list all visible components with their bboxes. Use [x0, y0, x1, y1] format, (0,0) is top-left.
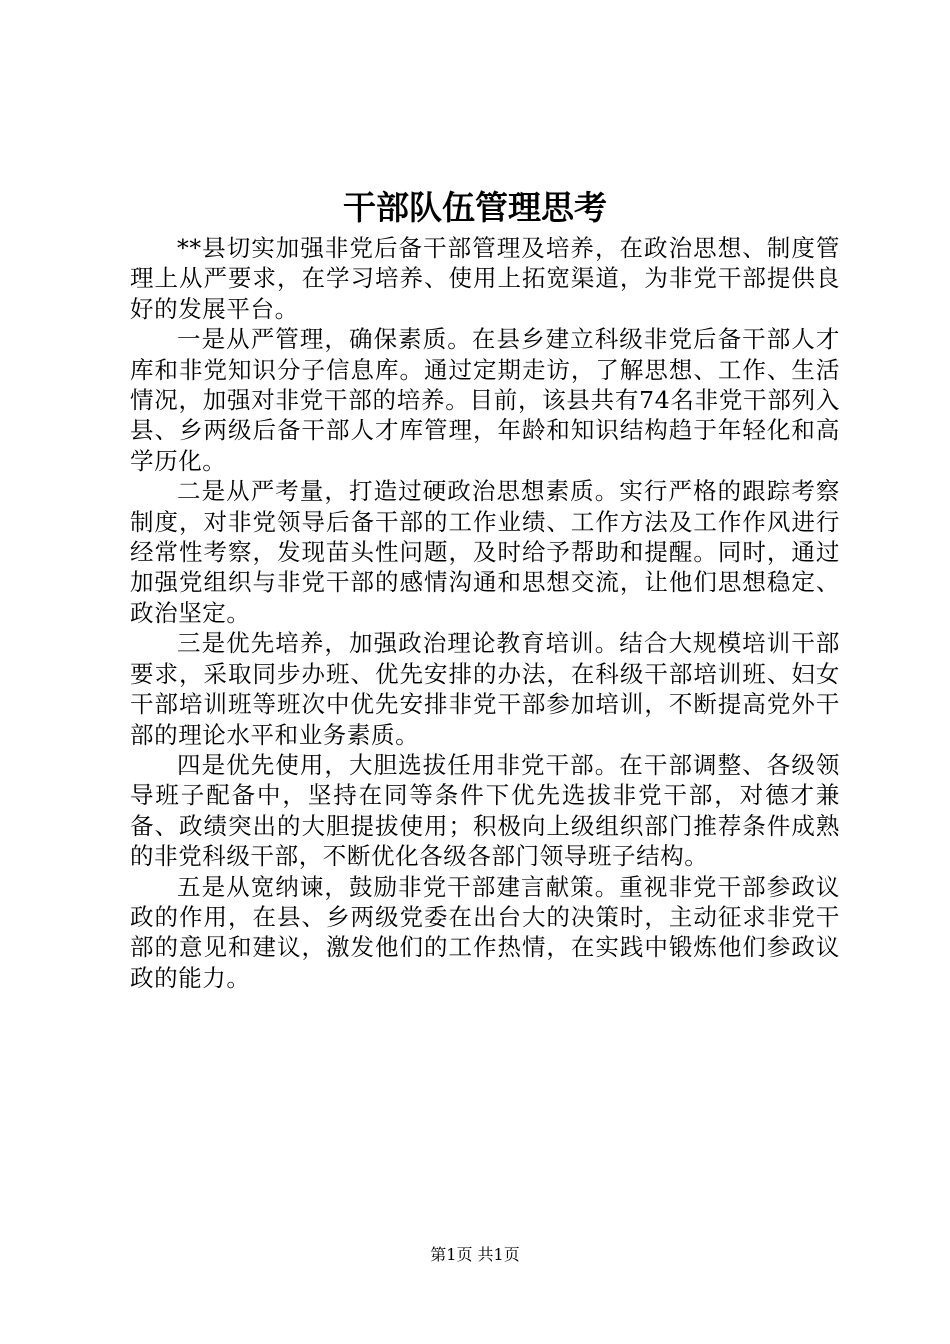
paragraph-2: 二是从严考量，打造过硬政治思想素质。实行严格的跟踪考察制度，对非党领导后备干部的工作业绩、工作方法及工作作风进行经常性考察，发现苗头性问题，及时给予帮助和提醒。同时，通过加强党组织与非党干部的感情沟通和思想交流，让他们思想稳定、政治坚定。	[130, 477, 840, 627]
paragraph-4: 四是优先使用，大胆选拔任用非党干部。在干部调整、各级领导班子配备中，坚持在同等条件下优先选拔非党干部，对德才兼备、政绩突出的大胆提拔使用；积极向上级组织部门推荐条件成熟的非党科级干部，不断优化各级各部门领导班子结构。	[130, 750, 840, 871]
paragraph-3: 三是优先培养，加强政治理论教育培训。结合大规模培训干部要求，采取同步办班、优先安排的办法，在科级干部培训班、妇女干部培训班等班次中优先安排非党干部参加培训，不断提高党外干部的理论水平和业务素质。	[130, 629, 840, 749]
document-body	[130, 233, 840, 993]
document-title: 干部队伍管理思考	[343, 188, 607, 227]
paragraph-intro: **县切实加强非党后备干部管理及培养，在政治思想、制度管理上从严要求，在学习培养、使用上拓宽渠道，为非党干部提供良好的发展平台。	[130, 234, 840, 323]
paragraph-1: 一是从严管理，确保素质。在县乡建立科级非党后备干部人才库和非党知识分子信息库。通过定期走访，了解思想、工作、生活情况，加强对非党干部的培养。目前，该县共有74名非党干部列入县、乡两级后备干部人才库管理，年龄和知识结构趋于年轻化和高学历化。	[130, 325, 840, 475]
paragraph-5: 五是从宽纳谏，鼓励非党干部建言献策。重视非党干部参政议政的作用，在县、乡两级党委在出台大的决策时，主动征求非党干部的意见和建议，激发他们的工作热情，在实践中锻炼他们参政议政的能力。	[130, 872, 840, 992]
page-footer: 第1页 共1页	[430, 1245, 520, 1264]
